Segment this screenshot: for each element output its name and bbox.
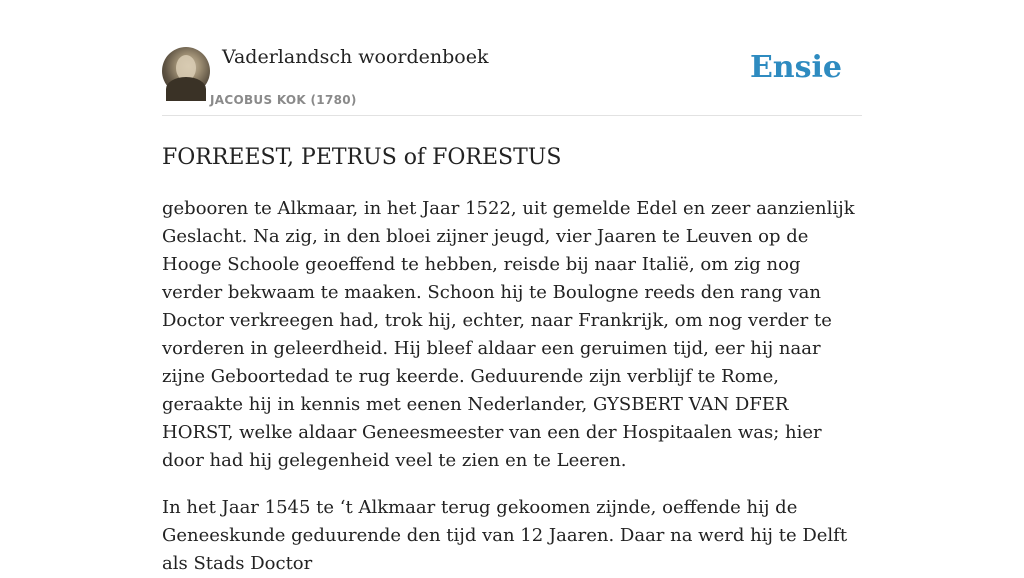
page [162, 0, 862, 578]
portrait-shoulders [166, 77, 206, 101]
author-name[interactable]: JACOBUS KOK (1780) [210, 93, 357, 107]
entry-title: FORREEST, PETRUS of FORESTUS [162, 145, 562, 170]
entry-body [162, 195, 862, 578]
ensie-logo-link[interactable]: Ensie [749, 50, 842, 85]
header [162, 0, 862, 116]
entry-paragraph: In het Jaar 1545 te ‘t Alkmaar terug gekoomen zijnde, oeffende hij de Geneeskunde geduurende den tijd van 12 Jaaren. Daar na werd hij te Delft als Stads Doctor [162, 497, 848, 574]
author-avatar[interactable] [162, 47, 210, 95]
entry-paragraph: gebooren te Alkmaar, in het Jaar 1522, uit gemelde Edel en zeer aanzienlijk Geslacht. Na zig, in den bloei zijner jeugd, vier Jaaren te Leuven op de Hooge Schoole geoeffend te hebben, reisde bij naar Italië, om zig nog verder bekwaam te maaken. Schoon hij te Boulogne reeds den rang van Doctor verkreegen had, trok hij, echter, naar Frankrijk, om nog verder te vorderen in geleerdheid. Hij bleef aldaar een geruimen tijd, eer hij naar zijne Geboortedad te rug keerde. Geduurende zijn verblijf te Rome, geraakte hij in kennis met eenen Nederlander, GYSBERT VAN DFER HORST, welke aldaar Geneesmeester van een der Hospitaalen was; hier door had hij gelegenheid veel te zien en te Leeren. [162, 198, 855, 471]
book-title-link[interactable]: Vaderlandsch woordenboek [222, 46, 489, 68]
